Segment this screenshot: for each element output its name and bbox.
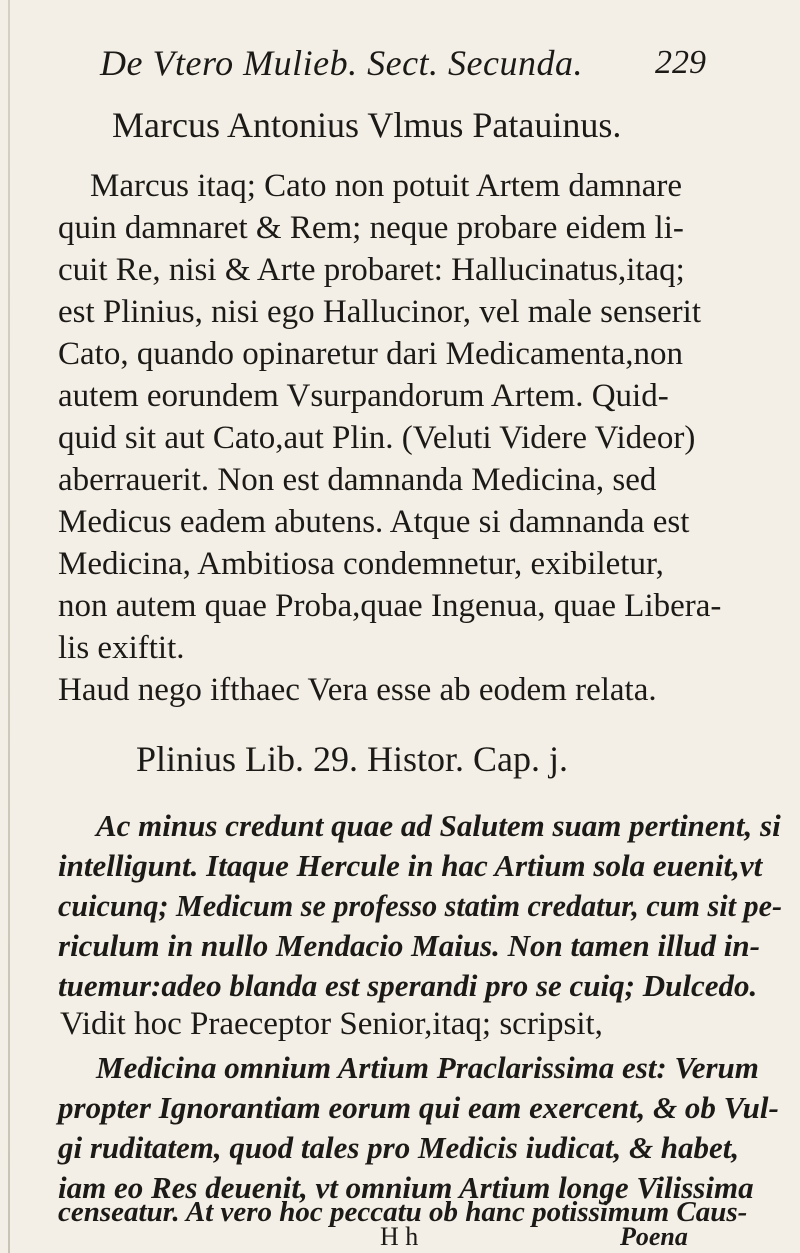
italic-line: intelligunt. Itaque Hercule in hac Artium sola euenit,vt — [58, 848, 763, 883]
page-number: 229 — [655, 44, 706, 81]
text-line: cuit Re, nisi & Arte probaret: Hallucinatus,itaq; — [58, 252, 685, 288]
catchword: Poena — [620, 1222, 688, 1251]
italic-line: Ac minus credunt quae ad Salutem suam pertinent, si — [96, 808, 781, 843]
text-line: Medicina, Ambitiosa condemnetur, exibiletur, — [58, 546, 664, 582]
text-line: aberrauerit. Non est damnanda Medicina, sed — [58, 462, 657, 498]
italic-line: gi ruditatem, quod tales pro Medicis iudicat, & habet, — [58, 1130, 740, 1165]
section-heading: Marcus Antonius Vlmus Patauinus. — [112, 105, 622, 145]
text-line: autem eorundem Vsurpandorum Artem. Quid- — [58, 378, 669, 414]
italic-line: cuicunq; Medicum se professo statim credatur, cum sit pe- — [58, 888, 783, 923]
citation-heading: Plinius Lib. 29. Histor. Cap. j. — [136, 739, 569, 779]
running-title: De Vtero Mulieb. Sect. Secunda. — [100, 43, 584, 83]
text-line: Marcus itaq; Cato non potuit Artem damnare — [90, 168, 683, 204]
italic-line: propter Ignorantiam eorum qui eam exercent, & ob Vul- — [58, 1090, 779, 1125]
text-line: non autem quae Proba,quae Ingenua, quae Libera- — [58, 588, 722, 624]
italic-line: tuemur:adeo blanda est sperandi pro se cuiq; Dulcedo. — [58, 968, 758, 1003]
text-line: Haud nego ifthaec Vera esse ab eodem relata. — [58, 672, 657, 708]
text-line: quid sit aut Cato,aut Plin. (Veluti Videre Videor) — [58, 420, 696, 456]
text-line: Medicus eadem abutens. Atque si damnanda est — [58, 504, 690, 540]
page-gutter-edge — [8, 0, 10, 1253]
text-line: Cato, quando opinaretur dari Medicamenta,non — [58, 336, 683, 372]
signature-mark: H h — [380, 1222, 419, 1251]
text-line: lis exiftit. — [58, 630, 185, 666]
transition-line: Vidit hoc Praeceptor Senior,itaq; scripsit, — [60, 1006, 603, 1042]
page-header — [0, 42, 800, 92]
italic-line: riculum in nullo Mendacio Maius. Non tamen illud in- — [58, 928, 760, 963]
italic-line: censeatur. At vero hoc peccatu ob hanc potissimum Caus- — [58, 1196, 748, 1228]
text-line: quin damnaret & Rem; neque probare eidem li- — [58, 210, 684, 246]
italic-line: Medicina omnium Artium Praclarissima est: Verum — [96, 1050, 759, 1085]
italic-line: iam eo Res deuenit, vt omnium Artium longe Vilissima — [58, 1170, 754, 1205]
text-line: est Plinius, nisi ego Hallucinor, vel male senserit — [58, 294, 701, 330]
